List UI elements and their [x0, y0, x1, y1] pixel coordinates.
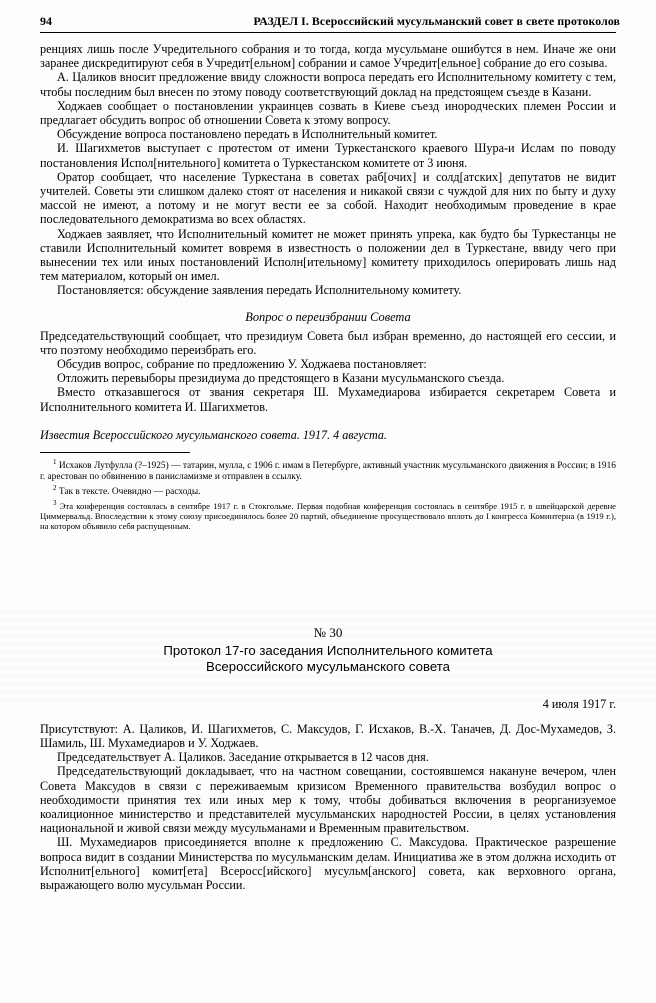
paragraph: Постановляется: обсуждение заявления передать Исполнительному комитету. [57, 283, 462, 298]
document-title-line-1: Протокол 17-го заседания Исполнительного комитета [163, 642, 493, 658]
footnote-item [40, 483, 616, 498]
page-number: 94 [40, 14, 52, 28]
footnote-item [40, 457, 616, 483]
footnote-marker: 3 [53, 499, 57, 508]
footnote-text: Так в тексте. Очевидно — расходы. [58, 487, 201, 498]
paragraph: Ш. Мухамедиаров присоединяется вполне к предложению С. Максудова. Практическое разрешение вопроса видит в создании Министерства по мусульманским делам. Инициатива же в этом должна исходить от Исполнит[ельного] комит[ета] Всеросс[ийского] мусульм[анского] совета, как верховного органа, выражающего волю мусульман России. [40, 835, 616, 893]
paragraph: Вместо отказавшегося от звания секретаря Ш. Мухамедиарова избирается секретарем Совета и Исполнительного комитета И. Шагихметов. [40, 385, 616, 414]
document-number: № 30 [313, 624, 343, 640]
paragraph: Оратор сообщает, что население Туркестана в советах раб[очих] и солд[атских] депутатов не видит учителей. Советы эти слишком далеко стоят от населения и никакой связи с чуждой для них по быту и духу массой не имеют, а потому и не могут вести ее за собой. Находит необходимым проведение в крае последовательного демократизма во всех областях. [40, 169, 616, 227]
paragraph: Обсудив вопрос, собрание по предложению У. Ходжаева постановляет: [57, 357, 427, 372]
paragraph: Председательствует А. Цаликов. Заседание открывается в 12 часов дня. [57, 750, 429, 765]
paragraph: ренциях лишь после Учредительного собрания и то тогда, когда мусульмане ошибутся в нем. Иначе же они заранее дискредитируют себя в Учредит[ельном] собрании и самое Учредит[ельное] собрание до его созыва. [40, 42, 616, 71]
paragraph: А. Цаликов вносит предложение ввиду сложности вопроса передать его Исполнительному комитету с тем, чтобы последним был внесен по этому поводу соответствующий доклад на предстоящем съезде в Казани. [40, 70, 616, 99]
footnote-marker: 2 [53, 484, 57, 493]
section-heading: Вопрос о переизбрании Совета [245, 309, 411, 324]
paragraph: Ходжаев сообщает о постановлении украинцев созвать в Киеве съезд инородческих племен России и предлагает обсудить вопрос об отношении Совета к этому вопросу. [40, 98, 616, 128]
running-head-title: РАЗДЕЛ I. Всероссийский мусульманский совет в свете протоколов [253, 14, 620, 28]
paragraph: Ходжаев заявляет, что Исполнительный комитет не может принять упрека, как будто бы Туркестанцы не ставили Исполнительный комитет вовремя в известность о положении дел в Туркестане, ввиду чего при вынесении тех или иных постановлений Исполн[ительному] комитету приходилось оперировать лишь над тем материалом, который он имел. [40, 226, 616, 284]
page-header [0, 0, 656, 29]
paragraph: И. Шагихметов выступает с протестом от имени Туркестанского краевого Шура-и Ислам по поводу постановления Испол[нительного] комитета о Туркестанском комитете от 3 июня. [40, 141, 616, 170]
paragraph: Присутствуют: А. Цаликов, И. Шагихметов, С. Максудов, Г. Исхаков, В.-Х. Таначев, Д. Дос-Мухамедов, З. Шамиль, Ш. Мухамедиаров и У. Ходжаев. [40, 721, 616, 751]
footnote-marker: 1 [53, 457, 57, 466]
document-date: 4 июля 1917 г. [542, 696, 616, 711]
paragraph: Председательствующий сообщает, что президиум Совета был избран временно, до настоящей его сессии, и что поэтому необходимо переизбрать его. [40, 328, 616, 357]
page-body [0, 33, 656, 892]
paragraph: Отложить перевыборы президиума до предстоящего в Казани мусульманского съезда. [57, 371, 505, 386]
paragraph: Обсуждение вопроса постановлено передать в Исполнительный комитет. [57, 127, 438, 142]
paragraph: Председательствующий докладывает, что на частном совещании, состоявшемся накануне вечером, член Совета Максудов в связи с переживаемым кризисом Временного правительства возбудил вопрос о необходимости принятия тех или иных мер к тому, чтобы добиваться включения в реорганизуемое коалиционное министерство и представителей мусульманских народностей России, в целях установления национальной и живой связи между мусульманами и Временным правительством. [40, 764, 616, 836]
document-title-line-2: Всероссийского мусульманского совета [206, 658, 450, 674]
footnote-item [40, 499, 616, 532]
source-citation: Известия Всероссийского мусульманского совета. 1917. 4 августа. [40, 427, 387, 442]
footnote-text: Эта конференция состоялась в сентябре 1917 г. в Стокгольме. Первая подобная конференция состоялась в сентябре 1915 г. в швейцарской деревне Циммервальд. Впоследствии к этому союзу присоединялось более 20 партий, объединение просуществовало вплоть до I конгресса Коминтерна (в 1919 г.), на котором объявило себя распущенным. [40, 501, 616, 531]
section-gap [40, 533, 616, 625]
footnote-text: Исхаков Лутфулла (?–1925) — татарин, мулла, с 1906 г. имам в Петербурге, активный участник мусульманского движения в России; в 1916 г. арестован по обвинению в панисламизме и отправлен в ссылку. [40, 461, 616, 482]
footnote-divider [40, 452, 190, 453]
